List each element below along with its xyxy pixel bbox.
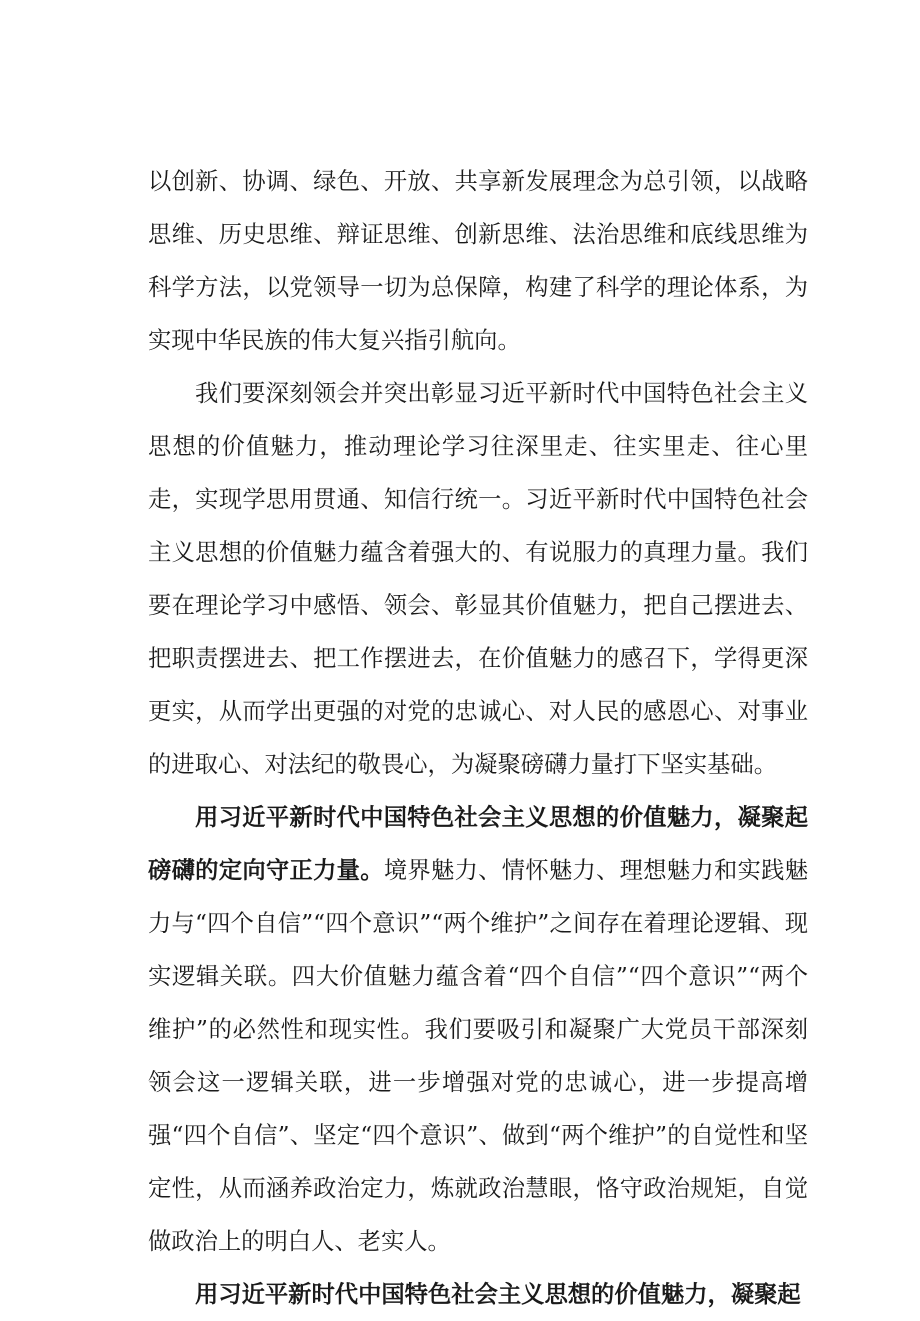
paragraph-2-text: 我们要深刻领会并突出彰显习近平新时代中国特色社会主义思想的价值魅力，推动理论学习往深里走、往实里走、往心里走，实现学思用贯通、知信行统一。习近平新时代中国特色社会主义思想的价值魅力蕴含着强大的、有说服力的真理力量。我们要在理论学习中感悟、领会、彰显其价值魅力，把自己摆进去、把职责摆进去、把工作摆进去，在价值魅力的感召下，学得更深更实，从而学出更强的对党的忠诚心、对人民的感恩心、对事业的进取心、对法纪的敬畏心，为凝聚磅礴力量打下坚实基础。 bbox=[148, 380, 808, 778]
paragraph-3-heading: 用习近平新时代中国特色社会主义思想的价值魅力，凝聚起磅礴的定向守正力量。 bbox=[148, 804, 808, 884]
paragraph-4 bbox=[148, 1268, 808, 1321]
paragraph-1 bbox=[148, 155, 808, 367]
document-body bbox=[148, 155, 808, 1321]
paragraph-4-heading: 用习近平新时代中国特色社会主义思想的价值魅力，凝聚起 bbox=[195, 1281, 801, 1308]
paragraph-3-text: 境界魅力、情怀魅力、理想魅力和实践魅力与“四个自信”“四个意识”“两个维护”之间存在着理论逻辑、现实逻辑关联。四大价值魅力蕴含着“四个自信”“四个意识”“两个维护”的必然性和现实性。我们要吸引和凝聚广大党员干部深刻领会这一逻辑关联，进一步增强对党的忠诚心，进一步提高增强“四个自信”、坚定“四个意识”、做到“两个维护”的自觉性和坚定性，从而涵养政治定力，炼就政治慧眼，恪守政治规矩，自觉做政治上的明白人、老实人。 bbox=[148, 857, 809, 1255]
paragraph-2 bbox=[148, 367, 808, 791]
paragraph-1-text: 以创新、协调、绿色、开放、共享新发展理念为总引领，以战略思维、历史思维、辩证思维、创新思维、法治思维和底线思维为科学方法，以党领导一切为总保障，构建了科学的理论体系，为实现中华民族的伟大复兴指引航向。 bbox=[148, 168, 808, 354]
paragraph-3 bbox=[148, 791, 808, 1268]
